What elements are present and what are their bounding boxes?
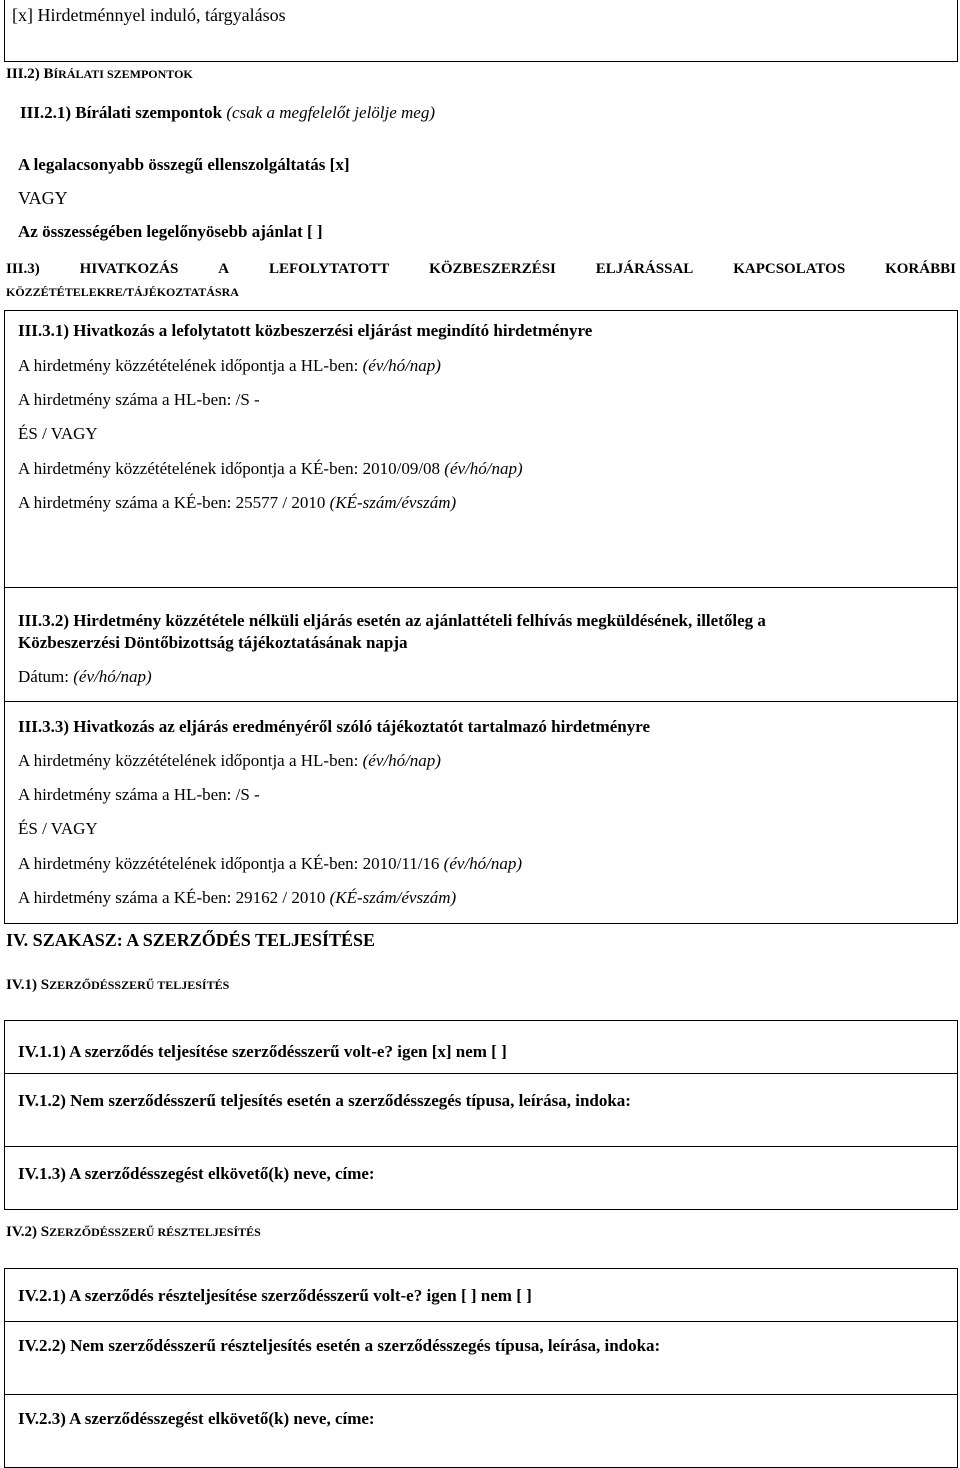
box-iv-1-2 [4, 1073, 958, 1147]
box-iv-2-3 [4, 1394, 958, 1468]
ke-number-row: A hirdetmény száma a KÉ-ben: 25577 / 2010 (KÉ-szám/évszám) [18, 493, 457, 512]
date-row: Dátum: (év/hó/nap) [18, 667, 152, 686]
heading-iii-3: III.3) HIVATKOZÁS A LEFOLYTATOTT KÖZBESZERZÉSI ELJÁRÁSSAL KAPCSOLATOS KORÁBBI [6, 261, 956, 277]
hl-number-row-2: A hirdetmény száma a HL-ben: /S - [18, 785, 260, 804]
procedure-type: [x] Hirdetménnyel induló, tárgyalásos [12, 5, 286, 25]
heading-iii-3-1: III.3.1) Hivatkozás a lefolytatott közbeszerzési eljárást megindító hirdetményre [18, 321, 593, 340]
heading-iv-2: IV.2) SZERZŐDÉSSZERŰ RÉSZTELJESÍTÉS [6, 1224, 261, 1240]
criterion-lowest-price: A legalacsonyabb összegű ellenszolgáltatás [x] [18, 155, 350, 174]
vagy-label: VAGY [18, 188, 68, 208]
es-vagy-label-2: ÉS / VAGY [18, 819, 98, 838]
heading-iii-2-1: III.2.1) Bírálati szempontok (csak a megfelelőt jelölje meg) [20, 103, 436, 122]
ke-date-row-2: A hirdetmény közzétételének időpontja a KÉ-ben: 2010/11/16 (év/hó/nap) [18, 854, 523, 873]
ke-number-row-2: A hirdetmény száma a KÉ-ben: 29162 / 2010 (KÉ-szám/évszám) [18, 888, 457, 907]
heading-iii-3-3: III.3.3) Hivatkozás az eljárás eredményéről szóló tájékoztatót tartalmazó hirdetményre [18, 717, 650, 736]
es-vagy-label: ÉS / VAGY [18, 424, 98, 443]
criterion-best-offer: Az összességében legelőnyösebb ajánlat [ ] [18, 222, 323, 241]
ke-date-row: A hirdetmény közzétételének időpontja a KÉ-ben: 2010/09/08 (év/hó/nap) [18, 459, 523, 478]
question-iv-1-3: IV.1.3) A szerződésszegést elkövető(k) neve, címe: [18, 1164, 375, 1183]
heading-iii-3-2-line2: Közbeszerzési Döntőbizottság tájékoztatásának napja [18, 633, 408, 652]
box-s3-3-1 [4, 310, 958, 588]
heading-iii-2: III.2) BÍRÁLATI SZEMPONTOK [6, 66, 193, 82]
heading-iii-3-line2: KÖZZÉTÉTELEKRE/TÁJÉKOZTATÁSRA [6, 285, 239, 299]
hl-number-row: A hirdetmény száma a HL-ben: /S - [18, 390, 260, 409]
question-iv-1-1: IV.1.1) A szerződés teljesítése szerződésszerű volt-e? igen [x] nem [ ] [18, 1042, 507, 1061]
question-iv-1-2: IV.1.2) Nem szerződésszerű teljesítés esetén a szerződésszegés típusa, leírása, indoka: [18, 1091, 631, 1110]
question-iv-2-3: IV.2.3) A szerződésszegést elkövető(k) neve, címe: [18, 1409, 375, 1428]
heading-iv-1: IV.1) SZERZŐDÉSSZERŰ TELJESÍTÉS [6, 977, 230, 993]
box-iv-2-2 [4, 1321, 958, 1395]
hl-date-row-2: A hirdetmény közzétételének időpontja a HL-ben: (év/hó/nap) [18, 751, 441, 770]
hl-date-row: A hirdetmény közzétételének időpontja a HL-ben: (év/hó/nap) [18, 356, 441, 375]
question-iv-2-2: IV.2.2) Nem szerződésszerű részteljesítés esetén a szerződésszegés típusa, leírása, indoka: [18, 1336, 661, 1355]
section-iv-title: IV. SZAKASZ: A SZERZŐDÉS TELJESÍTÉSE [6, 930, 376, 950]
heading-iii-3-2-line1: III.3.2) Hirdetmény közzététele nélküli eljárás esetén az ajánlattételi felhívás megküldésének, illetőleg a [18, 611, 766, 630]
question-iv-2-1: IV.2.1) A szerződés részteljesítése szerződésszerű volt-e? igen [ ] nem [ ] [18, 1286, 532, 1305]
